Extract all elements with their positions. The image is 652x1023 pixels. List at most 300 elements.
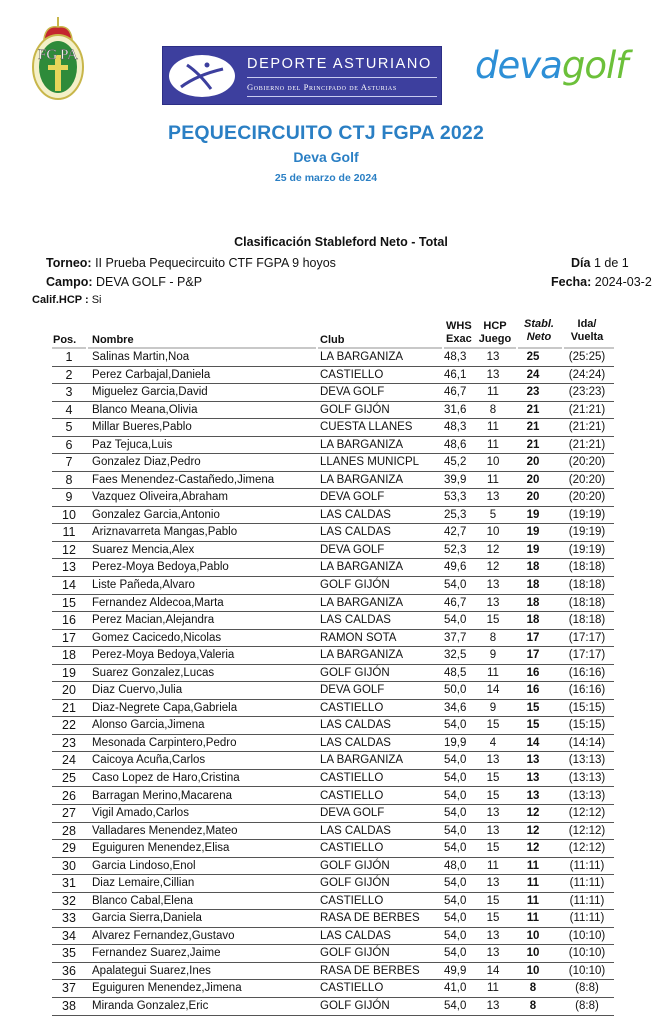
row-club: LAS CALDAS bbox=[320, 929, 391, 942]
row-club: CASTIELLO bbox=[320, 701, 384, 714]
row-position: 11 bbox=[62, 525, 76, 540]
row-stableford-neto: 8 bbox=[529, 982, 537, 995]
row-player-name: Barragan Merino,Macarena bbox=[92, 789, 232, 802]
row-hcp-juego: 14 bbox=[486, 684, 500, 697]
row-hcp-juego: 15 bbox=[486, 771, 500, 784]
row-position: 1 bbox=[65, 350, 73, 364]
row-position: 18 bbox=[62, 648, 76, 663]
row-club: CASTIELLO bbox=[320, 771, 384, 784]
row-whs-exac: 54,0 bbox=[444, 877, 467, 890]
row-hcp-juego: 14 bbox=[486, 964, 500, 977]
row-player-name: Fernandez Suarez,Jaime bbox=[92, 947, 221, 960]
row-player-name: Liste Pañeda,Alvaro bbox=[92, 579, 195, 592]
table-row bbox=[52, 998, 614, 1016]
table-row bbox=[52, 559, 614, 577]
row-ida-vuelta: (21:21) bbox=[568, 403, 606, 416]
table-row bbox=[52, 542, 614, 560]
row-player-name: Faes Menendez-Castañedo,Jimena bbox=[92, 473, 275, 486]
row-player-name: Garcia Lindoso,Enol bbox=[92, 859, 196, 872]
row-ida-vuelta: (16:16) bbox=[568, 666, 606, 679]
row-hcp-juego: 13 bbox=[486, 579, 500, 592]
row-ida-vuelta: (11:11) bbox=[569, 894, 605, 907]
row-club: DEVA GOLF bbox=[320, 543, 385, 556]
row-position: 24 bbox=[62, 753, 76, 768]
row-player-name: Perez-Moya Bedoya,Valeria bbox=[92, 649, 235, 662]
row-hcp-juego: 11 bbox=[487, 859, 499, 872]
table-row bbox=[52, 524, 614, 542]
row-hcp-juego: 12 bbox=[486, 561, 500, 574]
row-whs-exac: 42,7 bbox=[444, 526, 467, 539]
row-player-name: Gonzalez Garcia,Antonio bbox=[92, 508, 220, 521]
col-header-club: Club bbox=[320, 334, 345, 346]
row-stableford-neto: 19 bbox=[526, 526, 540, 539]
row-whs-exac: 19,9 bbox=[444, 736, 467, 749]
row-position: 2 bbox=[65, 367, 73, 382]
row-stableford-neto: 21 bbox=[526, 403, 540, 416]
row-stableford-neto: 18 bbox=[526, 561, 540, 574]
row-whs-exac: 37,7 bbox=[444, 631, 467, 644]
row-stableford-neto: 12 bbox=[526, 842, 540, 855]
row-player-name: Suarez Mencia,Alex bbox=[92, 543, 195, 556]
row-ida-vuelta: (18:18) bbox=[568, 614, 606, 627]
table-row bbox=[52, 665, 614, 683]
row-stableford-neto: 8 bbox=[529, 999, 537, 1012]
row-position: 12 bbox=[62, 542, 76, 557]
row-whs-exac: 54,0 bbox=[444, 719, 467, 732]
row-position: 13 bbox=[62, 560, 76, 575]
col-header-ida-line1: Ida/ bbox=[577, 318, 597, 330]
row-club: DEVA GOLF bbox=[320, 491, 385, 504]
table-row bbox=[52, 910, 614, 928]
table-row bbox=[52, 612, 614, 630]
row-ida-vuelta: (8:8) bbox=[575, 982, 599, 995]
dia-label: Día bbox=[571, 256, 591, 270]
table-row bbox=[52, 770, 614, 788]
row-ida-vuelta: (12:12) bbox=[568, 807, 606, 820]
row-ida-vuelta: (23:23) bbox=[568, 386, 606, 399]
row-hcp-juego: 15 bbox=[486, 614, 500, 627]
row-position: 6 bbox=[65, 437, 73, 452]
col-header-stabl bbox=[519, 318, 559, 344]
dia-field bbox=[571, 256, 629, 270]
row-whs-exac: 54,0 bbox=[444, 929, 467, 942]
row-ida-vuelta: (25:25) bbox=[568, 351, 606, 363]
row-player-name: Diaz Lemaire,Cillian bbox=[92, 877, 195, 890]
row-hcp-juego: 11 bbox=[487, 473, 499, 486]
row-whs-exac: 46,1 bbox=[444, 368, 467, 381]
row-club: LAS CALDAS bbox=[320, 614, 391, 627]
row-hcp-juego: 13 bbox=[486, 351, 500, 363]
row-hcp-juego: 15 bbox=[486, 894, 500, 907]
table-row bbox=[52, 437, 614, 455]
row-stableford-neto: 17 bbox=[526, 631, 540, 644]
row-position: 26 bbox=[62, 788, 76, 803]
table-row bbox=[52, 349, 614, 367]
table-row bbox=[52, 893, 614, 911]
table-row bbox=[52, 682, 614, 700]
row-position: 20 bbox=[62, 683, 76, 698]
row-club: GOLF GIJÓN bbox=[320, 403, 390, 416]
torneo-value: II Prueba Pequecircuito CTF FGPA 9 hoyos bbox=[95, 256, 336, 270]
row-position: 36 bbox=[62, 963, 76, 978]
row-club: LAS CALDAS bbox=[320, 719, 391, 732]
row-club: GOLF GIJÓN bbox=[320, 666, 390, 679]
row-player-name: Diaz-Negrete Capa,Gabriela bbox=[92, 701, 238, 714]
row-position: 34 bbox=[62, 928, 76, 943]
row-hcp-juego: 13 bbox=[486, 929, 500, 942]
row-position: 28 bbox=[62, 823, 76, 838]
row-position: 29 bbox=[62, 841, 76, 856]
row-club: LA BARGANIZA bbox=[320, 754, 404, 767]
col-header-whs-line1: WHS bbox=[446, 320, 472, 332]
row-club: CASTIELLO bbox=[320, 789, 384, 802]
table-row bbox=[52, 945, 614, 963]
table-row bbox=[52, 402, 614, 420]
col-header-ida-line2: Vuelta bbox=[570, 331, 604, 343]
row-ida-vuelta: (11:11) bbox=[569, 877, 605, 890]
table-row bbox=[52, 752, 614, 770]
row-position: 17 bbox=[62, 630, 76, 645]
row-club: GOLF GIJÓN bbox=[320, 947, 390, 960]
row-whs-exac: 54,0 bbox=[444, 579, 467, 592]
campo-value: DEVA GOLF - P&P bbox=[96, 275, 203, 289]
row-hcp-juego: 11 bbox=[487, 982, 499, 995]
row-position: 16 bbox=[62, 613, 76, 628]
row-stableford-neto: 16 bbox=[526, 684, 540, 697]
row-whs-exac: 48,0 bbox=[444, 859, 467, 872]
row-stableford-neto: 12 bbox=[526, 824, 540, 837]
campo-field bbox=[46, 275, 202, 289]
row-stableford-neto: 20 bbox=[526, 473, 540, 486]
row-player-name: Apalategui Suarez,Ines bbox=[92, 964, 211, 977]
table-row bbox=[52, 595, 614, 613]
row-ida-vuelta: (12:12) bbox=[568, 824, 606, 837]
row-whs-exac: 53,3 bbox=[444, 491, 467, 504]
row-club: LA BARGANIZA bbox=[320, 561, 404, 574]
table-row bbox=[52, 858, 614, 876]
table-row bbox=[52, 717, 614, 735]
fgpa-crest-logo bbox=[30, 15, 86, 105]
row-club: CASTIELLO bbox=[320, 982, 384, 995]
table-row bbox=[52, 980, 614, 998]
row-stableford-neto: 20 bbox=[526, 456, 540, 469]
table-row bbox=[52, 489, 614, 507]
row-position: 15 bbox=[62, 595, 76, 610]
row-whs-exac: 54,0 bbox=[444, 947, 467, 960]
row-club: LAS CALDAS bbox=[320, 824, 391, 837]
deporte-rule-bottom bbox=[247, 96, 437, 97]
row-hcp-juego: 15 bbox=[486, 789, 500, 802]
row-player-name: Alvarez Fernandez,Gustavo bbox=[92, 929, 235, 942]
row-position: 3 bbox=[65, 385, 73, 400]
row-stableford-neto: 11 bbox=[526, 859, 540, 872]
row-whs-exac: 46,7 bbox=[444, 596, 467, 609]
row-position: 27 bbox=[62, 806, 76, 821]
table-row bbox=[52, 928, 614, 946]
row-stableford-neto: 13 bbox=[526, 754, 540, 767]
row-club: CASTIELLO bbox=[320, 894, 384, 907]
table-row bbox=[52, 788, 614, 806]
row-hcp-juego: 10 bbox=[486, 526, 500, 539]
row-club: CASTIELLO bbox=[320, 368, 384, 381]
row-player-name: Fernandez Aldecoa,Marta bbox=[92, 596, 224, 609]
row-hcp-juego: 8 bbox=[489, 403, 497, 416]
table-row bbox=[52, 875, 614, 893]
row-stableford-neto: 11 bbox=[526, 912, 540, 925]
table-row bbox=[52, 805, 614, 823]
calif-label: Calif.HCP : bbox=[32, 294, 89, 306]
row-stableford-neto: 14 bbox=[526, 736, 540, 749]
table-row bbox=[52, 647, 614, 665]
row-whs-exac: 54,0 bbox=[444, 999, 467, 1012]
row-player-name: Blanco Meana,Olivia bbox=[92, 403, 198, 416]
row-player-name: Miranda Gonzalez,Eric bbox=[92, 999, 209, 1012]
row-ida-vuelta: (10:10) bbox=[568, 929, 606, 942]
table-row bbox=[52, 577, 614, 595]
table-row bbox=[52, 507, 614, 525]
row-ida-vuelta: (10:10) bbox=[568, 947, 606, 960]
row-stableford-neto: 17 bbox=[526, 649, 540, 662]
deva-logo-part2: golf bbox=[561, 44, 628, 87]
row-whs-exac: 41,0 bbox=[444, 982, 467, 995]
dia-value: 1 de 1 bbox=[593, 256, 629, 270]
row-position: 32 bbox=[62, 893, 76, 908]
row-whs-exac: 54,0 bbox=[444, 824, 467, 837]
row-position: 23 bbox=[62, 735, 76, 750]
row-whs-exac: 54,0 bbox=[444, 754, 467, 767]
row-position: 33 bbox=[62, 911, 76, 926]
row-stableford-neto: 20 bbox=[526, 491, 540, 504]
row-player-name: Salinas Martin,Noa bbox=[92, 351, 190, 363]
row-hcp-juego: 12 bbox=[486, 543, 500, 556]
row-ida-vuelta: (20:20) bbox=[568, 491, 606, 504]
row-hcp-juego: 5 bbox=[489, 508, 497, 521]
row-divider bbox=[52, 1015, 614, 1016]
table-row bbox=[52, 472, 614, 490]
row-player-name: Suarez Gonzalez,Lucas bbox=[92, 666, 215, 679]
row-stableford-neto: 10 bbox=[526, 964, 540, 977]
row-player-name: Vazquez Oliveira,Abraham bbox=[92, 491, 228, 504]
row-ida-vuelta: (19:19) bbox=[568, 508, 606, 521]
row-player-name: Gomez Cacicedo,Nicolas bbox=[92, 631, 222, 644]
row-club: GOLF GIJÓN bbox=[320, 877, 390, 890]
row-whs-exac: 32,5 bbox=[444, 649, 467, 662]
row-whs-exac: 34,6 bbox=[444, 701, 467, 714]
row-player-name: Gonzalez Diaz,Pedro bbox=[92, 456, 201, 469]
row-club: LA BARGANIZA bbox=[320, 473, 404, 486]
row-ida-vuelta: (18:18) bbox=[568, 561, 606, 574]
row-ida-vuelta: (13:13) bbox=[568, 754, 606, 767]
deva-logo-part1: deva bbox=[475, 44, 562, 87]
row-player-name: Vigil Amado,Carlos bbox=[92, 807, 189, 820]
row-position: 38 bbox=[62, 998, 76, 1013]
deporte-asturiano-logo bbox=[162, 46, 442, 105]
row-club: LA BARGANIZA bbox=[320, 438, 404, 451]
col-header-ida bbox=[566, 318, 608, 344]
row-hcp-juego: 9 bbox=[489, 701, 497, 714]
deporte-rule-top bbox=[247, 77, 437, 78]
row-whs-exac: 52,3 bbox=[444, 543, 467, 556]
row-stableford-neto: 18 bbox=[526, 596, 540, 609]
table-row bbox=[52, 454, 614, 472]
row-hcp-juego: 15 bbox=[486, 842, 500, 855]
calif-value: Si bbox=[91, 294, 102, 306]
row-stableford-neto: 24 bbox=[526, 368, 540, 381]
row-club: GOLF GIJÓN bbox=[320, 999, 390, 1012]
row-club: DEVA GOLF bbox=[320, 807, 385, 820]
row-club: LAS CALDAS bbox=[320, 736, 391, 749]
row-ida-vuelta: (13:13) bbox=[568, 789, 606, 802]
row-ida-vuelta: (17:17) bbox=[568, 631, 606, 644]
row-position: 25 bbox=[62, 770, 76, 785]
row-whs-exac: 45,2 bbox=[444, 456, 467, 469]
row-player-name: Valladares Menendez,Mateo bbox=[92, 824, 238, 837]
row-player-name: Ariznavarreta Mangas,Pablo bbox=[92, 526, 238, 539]
col-header-hcp-line2: Juego bbox=[478, 333, 512, 345]
row-stableford-neto: 11 bbox=[526, 877, 540, 890]
row-position: 4 bbox=[65, 402, 73, 417]
row-stableford-neto: 18 bbox=[526, 614, 540, 627]
row-hcp-juego: 13 bbox=[486, 596, 500, 609]
row-whs-exac: 48,5 bbox=[444, 666, 467, 679]
row-ida-vuelta: (15:15) bbox=[568, 701, 606, 714]
row-club: RASA DE BERBES bbox=[320, 912, 420, 925]
row-position: 10 bbox=[62, 507, 76, 522]
col-header-stabl-line2: Neto bbox=[526, 331, 552, 343]
row-club: CUESTA LLANES bbox=[320, 421, 413, 434]
row-whs-exac: 54,0 bbox=[444, 894, 467, 907]
row-position: 31 bbox=[62, 876, 76, 891]
row-player-name: Caso Lopez de Haro,Cristina bbox=[92, 771, 240, 784]
table-row bbox=[52, 963, 614, 981]
torneo-label: Torneo: bbox=[46, 256, 92, 270]
row-stableford-neto: 15 bbox=[526, 719, 540, 732]
deporte-main-text: DEPORTE ASTURIANO bbox=[247, 56, 432, 72]
row-stableford-neto: 19 bbox=[526, 543, 540, 556]
torneo-field bbox=[46, 256, 336, 270]
row-hcp-juego: 11 bbox=[487, 386, 499, 399]
row-position: 14 bbox=[62, 578, 76, 593]
row-player-name: Diaz Cuervo,Julia bbox=[92, 684, 183, 697]
row-whs-exac: 49,6 bbox=[444, 561, 467, 574]
row-stableford-neto: 13 bbox=[526, 771, 540, 784]
col-header-stabl-line1: Stabl. bbox=[524, 318, 554, 330]
table-row bbox=[52, 384, 614, 402]
row-ida-vuelta: (10:10) bbox=[568, 964, 606, 977]
row-stableford-neto: 11 bbox=[526, 894, 540, 907]
row-stableford-neto: 15 bbox=[526, 701, 540, 714]
row-ida-vuelta: (14:14) bbox=[568, 736, 606, 749]
row-hcp-juego: 11 bbox=[487, 438, 499, 451]
row-position: 9 bbox=[65, 490, 73, 505]
row-whs-exac: 49,9 bbox=[444, 964, 467, 977]
row-hcp-juego: 11 bbox=[487, 421, 499, 434]
row-position: 19 bbox=[62, 665, 76, 680]
row-hcp-juego: 10 bbox=[486, 456, 500, 469]
table-row bbox=[52, 419, 614, 437]
row-whs-exac: 39,9 bbox=[444, 473, 467, 486]
row-club: GOLF GIJÓN bbox=[320, 579, 390, 592]
row-ida-vuelta: (24:24) bbox=[568, 368, 606, 381]
row-hcp-juego: 13 bbox=[486, 877, 500, 890]
row-hcp-juego: 9 bbox=[489, 649, 497, 662]
row-hcp-juego: 13 bbox=[486, 824, 500, 837]
row-whs-exac: 48,3 bbox=[444, 351, 467, 363]
fgpa-letters-right: PA bbox=[60, 47, 78, 63]
row-hcp-juego: 8 bbox=[489, 631, 497, 644]
row-player-name: Caicoya Acuña,Carlos bbox=[92, 754, 206, 767]
row-hcp-juego: 15 bbox=[486, 912, 500, 925]
event-venue: Deva Golf bbox=[293, 149, 359, 165]
report-title: Clasificación Stableford Neto - Total bbox=[234, 235, 448, 249]
campo-label: Campo: bbox=[46, 275, 93, 289]
row-ida-vuelta: (20:20) bbox=[568, 473, 606, 486]
row-club: RAMON SOTA bbox=[320, 631, 397, 644]
table-row bbox=[52, 700, 614, 718]
row-club: LA BARGANIZA bbox=[320, 596, 404, 609]
row-club: LA BARGANIZA bbox=[320, 649, 404, 662]
row-whs-exac: 54,0 bbox=[444, 789, 467, 802]
row-stableford-neto: 19 bbox=[526, 508, 540, 521]
row-player-name: Garcia Sierra,Daniela bbox=[92, 912, 202, 925]
row-hcp-juego: 13 bbox=[486, 491, 500, 504]
row-club: LAS CALDAS bbox=[320, 508, 391, 521]
col-header-hcp-line1: HCP bbox=[483, 320, 507, 332]
row-ida-vuelta: (12:12) bbox=[568, 842, 606, 855]
row-club: DEVA GOLF bbox=[320, 684, 385, 697]
row-ida-vuelta: (13:13) bbox=[568, 771, 606, 784]
row-whs-exac: 48,3 bbox=[444, 421, 467, 434]
row-stableford-neto: 23 bbox=[526, 386, 540, 399]
row-position: 8 bbox=[65, 472, 73, 487]
row-position: 22 bbox=[62, 718, 76, 733]
row-player-name: Perez Carbajal,Daniela bbox=[92, 368, 211, 381]
row-player-name: Eguiguren Menendez,Jimena bbox=[92, 982, 242, 995]
row-player-name: Perez-Moya Bedoya,Pablo bbox=[92, 561, 229, 574]
col-header-whs bbox=[446, 320, 472, 346]
row-stableford-neto: 18 bbox=[526, 579, 540, 592]
row-position: 7 bbox=[65, 455, 73, 470]
row-position: 30 bbox=[62, 858, 76, 873]
col-header-pos: Pos. bbox=[53, 334, 77, 346]
row-ida-vuelta: (19:19) bbox=[568, 543, 606, 556]
row-whs-exac: 25,3 bbox=[444, 508, 467, 521]
row-ida-vuelta: (20:20) bbox=[568, 456, 606, 469]
row-hcp-juego: 13 bbox=[486, 807, 500, 820]
row-position: 21 bbox=[62, 700, 76, 715]
row-hcp-juego: 13 bbox=[486, 947, 500, 960]
fecha-label: Fecha: bbox=[551, 275, 592, 289]
row-player-name: Paz Tejuca,Luis bbox=[92, 438, 173, 451]
row-whs-exac: 50,0 bbox=[444, 684, 467, 697]
row-ida-vuelta: (18:18) bbox=[568, 596, 606, 609]
row-whs-exac: 54,0 bbox=[444, 807, 467, 820]
col-header-whs-line2: Exac bbox=[446, 333, 472, 345]
row-club: LAS CALDAS bbox=[320, 526, 391, 539]
row-stableford-neto: 13 bbox=[526, 789, 540, 802]
fecha-field bbox=[551, 275, 652, 289]
row-player-name: Alonso Garcia,Jimena bbox=[92, 719, 205, 732]
row-club: CASTIELLO bbox=[320, 842, 384, 855]
row-club: GOLF GIJÓN bbox=[320, 859, 390, 872]
row-ida-vuelta: (18:18) bbox=[568, 579, 606, 592]
row-hcp-juego: 15 bbox=[486, 719, 500, 732]
deva-golf-logo bbox=[475, 44, 627, 87]
row-ida-vuelta: (21:21) bbox=[568, 421, 606, 434]
row-ida-vuelta: (17:17) bbox=[568, 649, 606, 662]
calif-field bbox=[32, 294, 101, 306]
row-player-name: Perez Macian,Alejandra bbox=[92, 614, 215, 627]
